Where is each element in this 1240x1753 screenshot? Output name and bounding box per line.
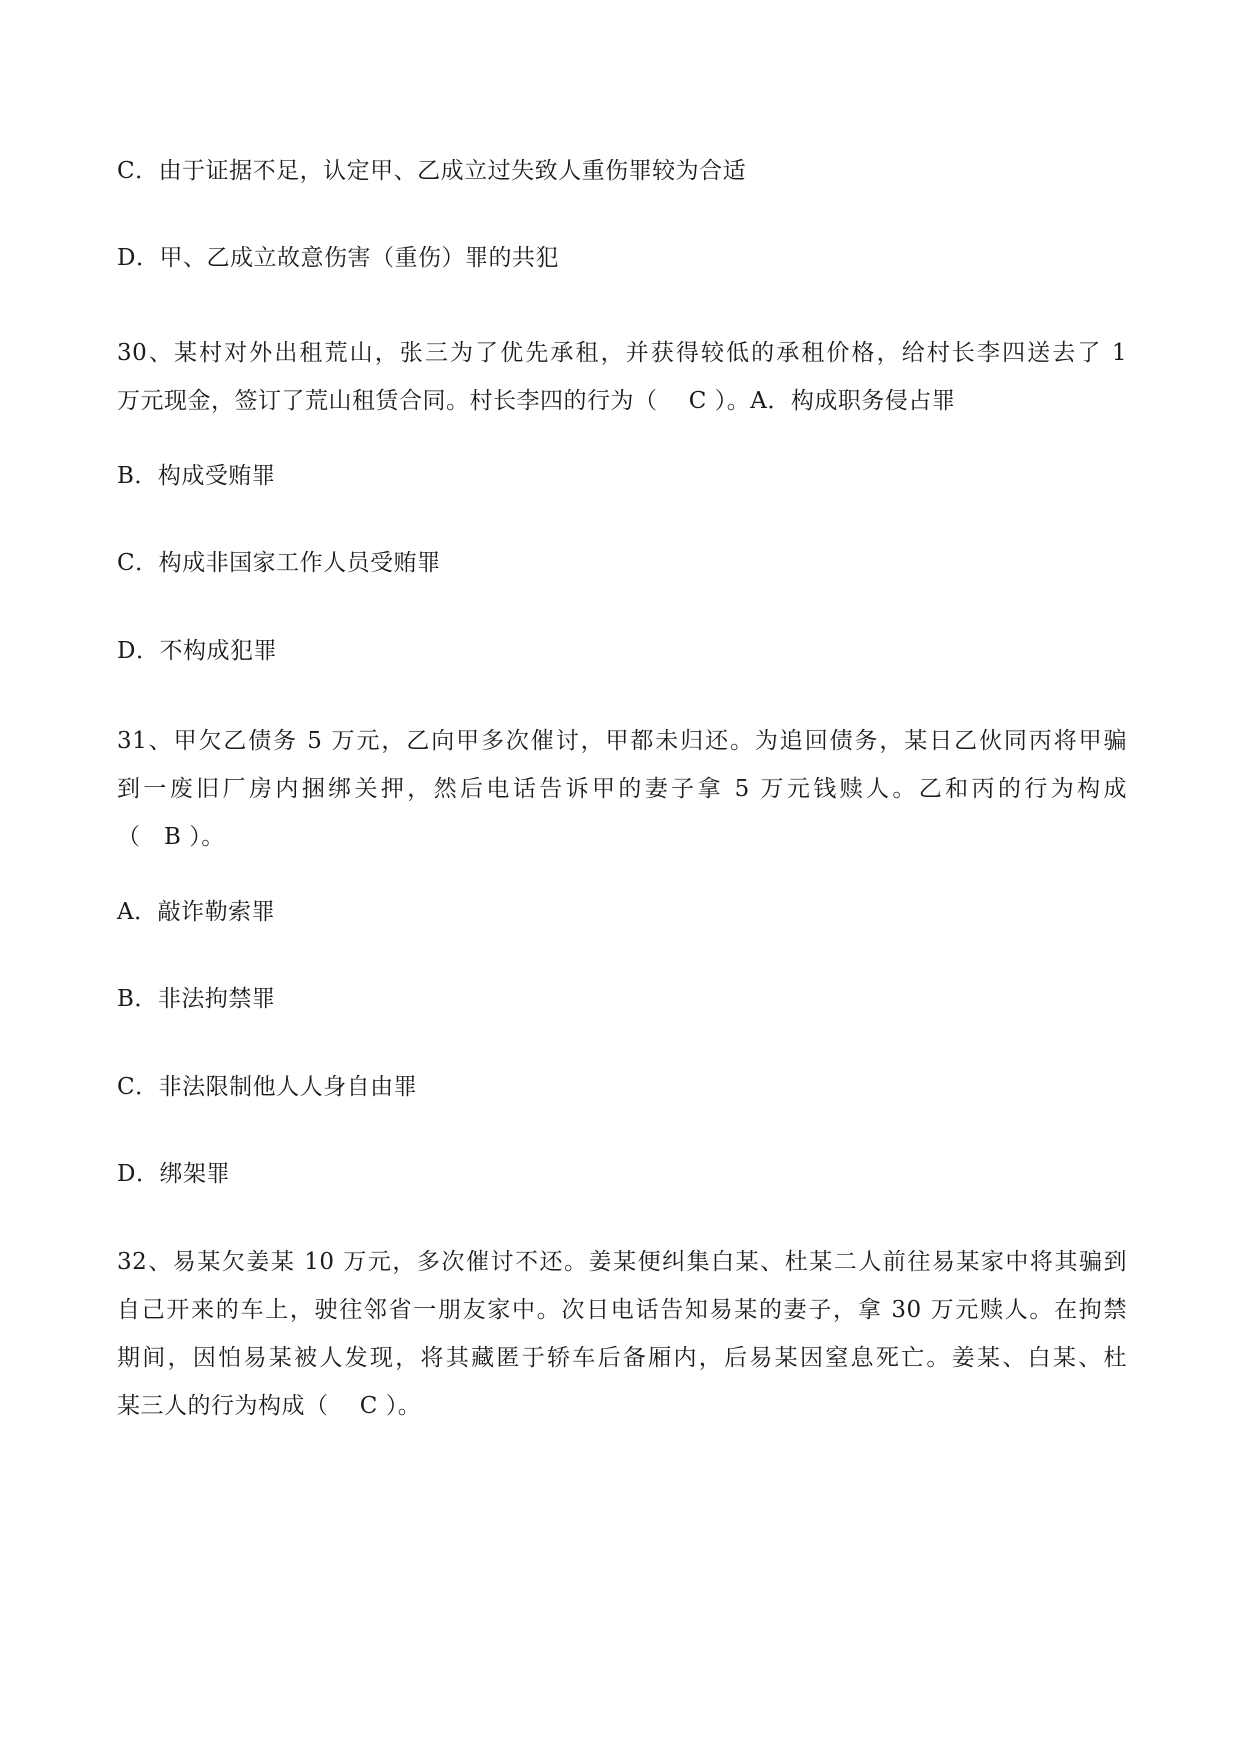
q29-option-d: D．甲、乙成立故意伤害（重伤）罪的共犯 [117, 245, 559, 271]
q30-stem [117, 329, 1127, 425]
q29-option-c: C．由于证据不足，认定甲、乙成立过失致人重伤罪较为合适 [117, 158, 747, 184]
q31-option-b: B．非法拘禁罪 [117, 986, 276, 1012]
q32-stem-line-2: 自己开来的车上，驶往邻省一朋友家中。次日电话告知易某的妻子，拿 30 万元赎人。在拘禁 [117, 1297, 1127, 1323]
q31-option-d: D．绑架罪 [117, 1161, 230, 1187]
q30-stem-line-1: 30、某村对外出租荒山，张三为了优先承租，并获得较低的承租价格，给村长李四送去了 1 [117, 340, 1127, 366]
q32-stem-line-1: 32、易某欠姜某 10 万元，多次催讨不还。姜某便纠集白某、杜某二人前往易某家中将其骗到 [117, 1249, 1127, 1275]
q30-option-d: D．不构成犯罪 [117, 638, 277, 664]
q31-stem-line-1: 31、甲欠乙债务 5 万元，乙向甲多次催讨，甲都未归还。为追回债务，某日乙伙同丙将甲骗 [117, 728, 1127, 754]
q31-stem-line-3: （ B ）。 [117, 824, 225, 850]
q31-stem [117, 717, 1127, 861]
q30-option-b: B．构成受贿罪 [117, 463, 276, 489]
q32-stem-line-3: 期间，因怕易某被人发现，将其藏匿于轿车后备厢内，后易某因窒息死亡。姜某、白某、杜 [117, 1345, 1127, 1371]
q30-option-c: C．构成非国家工作人员受贿罪 [117, 550, 441, 576]
q31-stem-line-2: 到一废旧厂房内捆绑关押，然后电话告诉甲的妻子拿 5 万元钱赎人。乙和丙的行为构成 [117, 776, 1127, 802]
q32-stem-line-4: 某三人的行为构成（ C ）。 [117, 1393, 422, 1419]
q31-option-c: C．非法限制他人人身自由罪 [117, 1074, 418, 1100]
q31-option-a: A．敲诈勒索罪 [117, 899, 276, 925]
q30-stem-line-2: 万元现金，签订了荒山租赁合同。村长李四的行为（ C ）。A．构成职务侵占罪 [117, 388, 956, 414]
q32-stem [117, 1238, 1127, 1430]
